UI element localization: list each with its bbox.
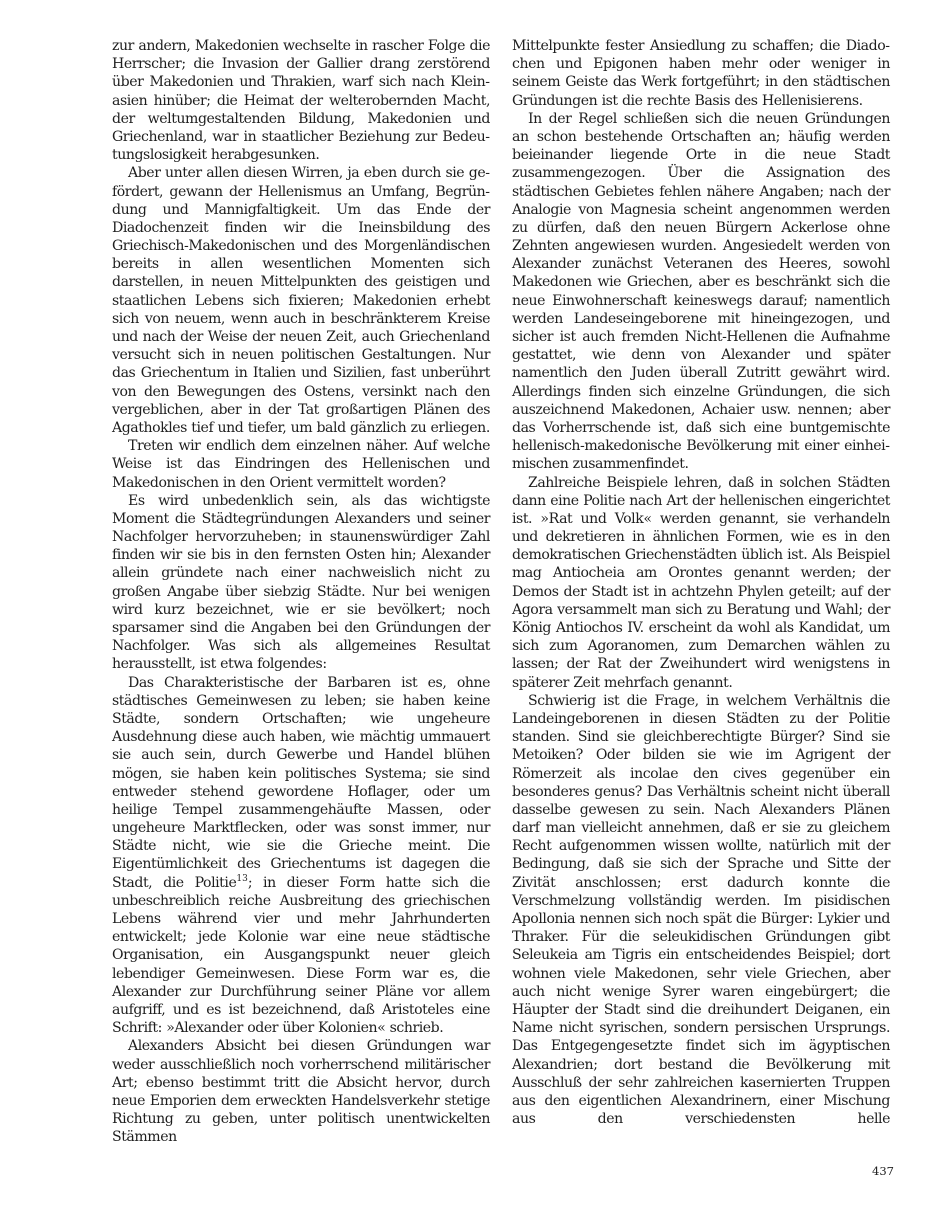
paragraph: Alexanders Absicht bei diesen Gründungen war weder ausschließlich noch vorherrschend militärischer Art; ebenso bestimmt tritt die Absicht hervor, durch neue Emporien dem erweckten Handelsverkehr stetige Richtung zu geben, unter politisch unentwickelten Stämmen [112, 1038, 490, 1146]
paragraph: In der Regel schließen sich die neuen Gründungen an schon bestehende Ortschaften an; häufig werden beieinander liegende Orte in die neue Stadt zusammengezogen. Über die Assignation des städtischen Gebietes fehlen nähere Angaben; nach der Analogie von Magnesia scheint angenommen werden zu dürfen, daß den neuen Bürgern Ackerlose ohne Zehnten angewiesen wurden. Angesiedelt werden von Alexander zunächst Veteranen des Heeres, sowohl Makedonen wie Griechen, aber es beschränkt sich die neue Einwohnerschaft keineswegs darauf; namentlich werden Landeseingeborene mit hineingezogen, und sicher ist auch fremden Nicht-Hellenen die Aufnahme gestattet, wie denn von Alexander und später namentlich den Juden überall Zutritt gewährt wird. Allerdings finden sich einzelne Gründungen, die sich auszeichnend Makedonen, Achaier usw. nennen; aber das Vorherrschende ist, daß sich eine buntgemischte hellenisch-makedonische Bevölkerung mit einer einheimischen zusammenfindet. [512, 110, 890, 473]
paragraph: Aber unter allen diesen Wirren, ja eben durch sie gefördert, gewann der Hellenismus an Umfang, Begründung und Mannigfaltigkeit. Um das Ende der Diadochenzeit finden wir die Ineinsbildung des Griechisch-Makedonischen und des Morgenländischen bereits in allen wesentlichen Momenten sich darstellen, in neuen Mittelpunkten des geistigen und staatlichen Lebens sich fixieren; Makedonien erhebt sich von neuem, wenn auch in beschränkterem Kreise und nach der Weise der neuen Zeit, auch Griechenland versucht sich in neuen politischen Gestaltungen. Nur das Griechentum in Italien und Sizilien, fast unberührt von den Bewegungen des Ostens, versinkt nach den vergeblichen, aber in der Tat großartigen Plänen des Agathokles tief und tiefer, um bald gänzlich zu erliegen. [112, 165, 490, 436]
paragraph: Zahlreiche Beispiele lehren, daß in solchen Städten dann eine Politie nach Art der hellenischen eingerichtet ist. »Rat und Volk« werden genannt, sie verhandeln und dekretieren in ähnlichen Formen, wie es in den demokratischen Griechenstädten üblich ist. Als Beispiel mag Antiocheia am Orontes genannt werden; der Demos der Stadt ist in achtzehn Phylen geteilt; auf der Agora versammelt man sich zu Beratung und Wahl; der König Antiochos IV. erscheint da wohl als Kandidat, um sich zum Agoranomen, zum Demarchen wählen zu lassen; der Rat der Zweihundert wird wenigstens in späterer Zeit mehrfach genannt. [512, 474, 890, 691]
left-text-column [112, 37, 490, 1146]
paragraph-continued: zur andern, Makedonien wechselte in rascher Folge die Herrscher; die Invasion der Gallier drang zerstörend über Makedonien und Thrakien, warf sich nach Kleinasien hinüber; die Heimat der welterobernden Macht, der weltumgestaltenden Bildung, Makedonien und Griechenland, war in staatlicher Beziehung zur Bedeutungslosigkeit herabgesunken. [112, 38, 490, 164]
paragraph: Treten wir endlich dem einzelnen näher. Auf welche Weise ist das Eindringen des Hellenischen und Makedonischen in den Orient vermittelt worden? [112, 438, 490, 491]
page-number: 437 [872, 1164, 894, 1178]
right-text-column [512, 37, 890, 1128]
paragraph-with-footnote [112, 674, 490, 1038]
paragraph: Es wird unbedenklich sein, als das wichtigste Moment die Städtegründungen Alexanders und seiner Nachfolger hervorzuheben; in staunenswürdiger Zahl finden wir sie bis in den fernsten Osten hin; Alexander allein gründete nach einer nachweislich nicht zu großen Angabe über siebzig Städte. Nur bei wenigen wird kurz bezeichnet, wie er sie bevölkert; noch sparsamer sind die Angaben bei den Gründungen der Nachfolger. Was sich als allgemeines Resultat herausstellt, ist etwa folgendes: [112, 492, 490, 673]
paragraph: Schwierig ist die Frage, in welchem Verhältnis die Landeingeborenen in diesen Städten zu der Politie standen. Sind sie gleichberechtigte Bürger? Sind sie Metoiken? Oder bilden sie wie im Agrigent der Römerzeit als incolae den cives gegenüber ein besonderes genus? Das Verhältnis scheint nicht überall dasselbe gewesen zu sein. Nach Alexanders Plänen darf man vielleicht annehmen, daß er sie zu gleichem Recht aufgenommen wissen wollte, natürlich mit der Bedingung, daß sie sich der Sprache und Sitte der Zivität anschlossen; erst dadurch konnte die Verschmelzung vollständig werden. Im pisidischen Apollonia nennen sich noch spät die Bürger: Lykier und Thraker. Für die seleukidischen Gründungen gibt Seleukeia am Tigris ein entscheidendes Beispiel; dort wohnen viele Makedonen, sehr viele Griechen, aber auch nicht wenige Syrer waren eingebürgert; die Häupter der Stadt sind die dreihundert Deiganen, ein Name nicht syrischen, sondern persischen Ursprungs. Das Entgegengesetzte findet sich im ägyptischen Alexandrien; dort bestand die Bevölkerung mit Ausschluß der sehr zahlreichen kasernierten Truppen aus den eigentlichen Alexandrinern, einer Mischung aus den verschiedensten helle [512, 692, 890, 1128]
paragraph-text: ; in dieser Form hatte sich die unbeschreiblich reiche Ausbreitung des griechischen Lebens während vier und mehr Jahrhunderten entwickelt; jede Kolonie war eine neue städtische Organisation, ein Ausgangspunkt neuer gleich lebendiger Gemeinwesen. Diese Form war es, die Alexander zur Durchführung seiner Pläne vor allem aufgriff, und es ist bezeichnend, daß Aristoteles eine Schrift: »Alexander oder über Kolonien« schrieb. [112, 874, 490, 1037]
paragraph-continued: Mittelpunkte fester Ansiedlung zu schaffen; die Diadochen und Epigonen haben mehr oder weniger in seinem Geiste das Werk fortgeführt; in den städtischen Gründungen ist die rechte Basis des Hellenisierens. [512, 38, 890, 109]
paragraph-text: Das Charakteristische der Barbaren ist es, ohne städtisches Gemeinwesen zu leben; sie haben keine Städte, sondern Ortschaften; wie ungeheure Ausdehnung diese auch haben, wie mächtig ummauert sie auch sein, durch Gewerbe und Handel blühen mögen, sie haben kein politisches Systema; sie sind entweder stehend gewordene Hoflager, oder um heilige Tempel zusammengehäufte Massen, oder ungeheure Marktflecken, oder was sonst immer, nur Städte nicht, wie sie die Grieche meint. Die Eigentümlichkeit des Griechentums ist dagegen die Stadt, die Politie [112, 674, 490, 891]
footnote-reference[interactable]: 13 [236, 873, 248, 884]
